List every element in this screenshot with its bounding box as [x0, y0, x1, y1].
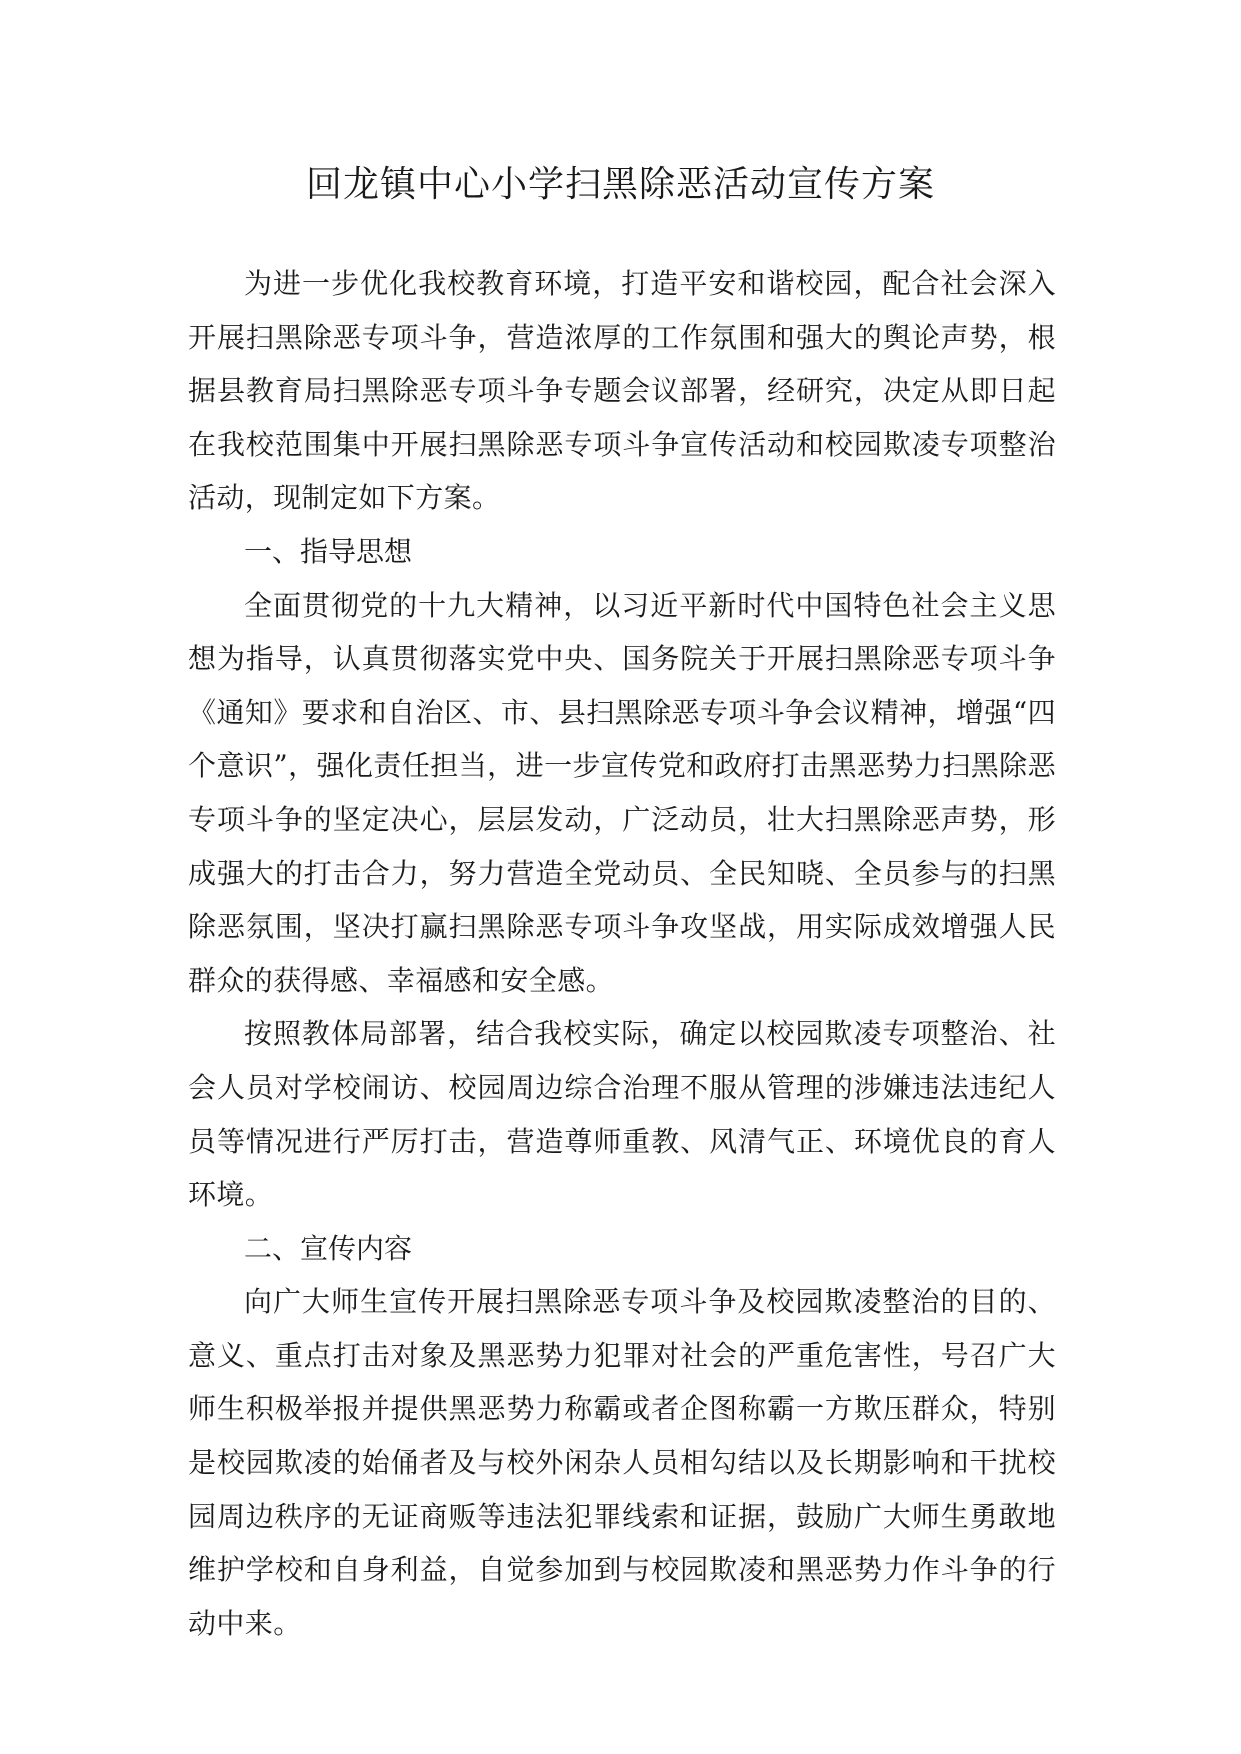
section-heading-publicity-content: 二、宣传内容	[244, 1231, 413, 1265]
section-paragraph: 全面贯彻党的十九大精神，以习近平新时代中国特色社会主义思想为指导，认真贯彻落实党中央、国务院关于开展扫黑除恶专项斗争《通知》要求和自治区、市、县扫黑除恶专项斗争会议精神，增强“四个意识”，强化责任担当，进一步宣传党和政府打击黑恶势力扫黑除恶专项斗争的坚定决心，层层发动，广泛动员，壮大扫黑除恶声势，形成强大的打击合力，努力营造全党动员、全民知晓、全员参与的扫黑除恶氛围，坚决打赢扫黑除恶专项斗争攻坚战，用实际成效增强人民群众的获得感、幸福感和安全感。	[188, 588, 1056, 997]
section-paragraph: 向广大师生宣传开展扫黑除恶专项斗争及校园欺凌整治的目的、意义、重点打击对象及黑恶势力犯罪对社会的严重危害性，号召广大师生积极举报并提供黑恶势力称霸或者企图称霸一方欺压群众，特别是校园欺凌的始俑者及与校外闲杂人员相勾结以及长期影响和干扰校园周边秩序的无证商贩等违法犯罪线索和证据，鼓励广大师生勇敢地维护学校和自身利益，自觉参加到与校园欺凌和黑恶势力作斗争的行动中来。	[188, 1285, 1056, 1640]
intro-paragraph: 为进一步优化我校教育环境，打造平安和谐校园，配合社会深入开展扫黑除恶专项斗争，营造浓厚的工作氛围和强大的舆论声势，根据县教育局扫黑除恶专项斗争专题会议部署，经研究，决定从即日起在我校范围集中开展扫黑除恶专项斗争宣传活动和校园欺凌专项整治活动，现制定如下方案。	[188, 267, 1056, 515]
section-paragraph: 按照教体局部署，结合我校实际，确定以校园欺凌专项整治、社会人员对学校闹访、校园周边综合治理不服从管理的涉嫌违法违纪人员等情况进行严厉打击，营造尊师重教、风清气正、环境优良的育人环境。	[188, 1017, 1056, 1212]
document-title: 回龙镇中心小学扫黑除恶活动宣传方案	[305, 164, 935, 205]
section-heading-guiding-ideology: 一、指导思想	[244, 534, 413, 568]
document-body	[188, 257, 1056, 1650]
